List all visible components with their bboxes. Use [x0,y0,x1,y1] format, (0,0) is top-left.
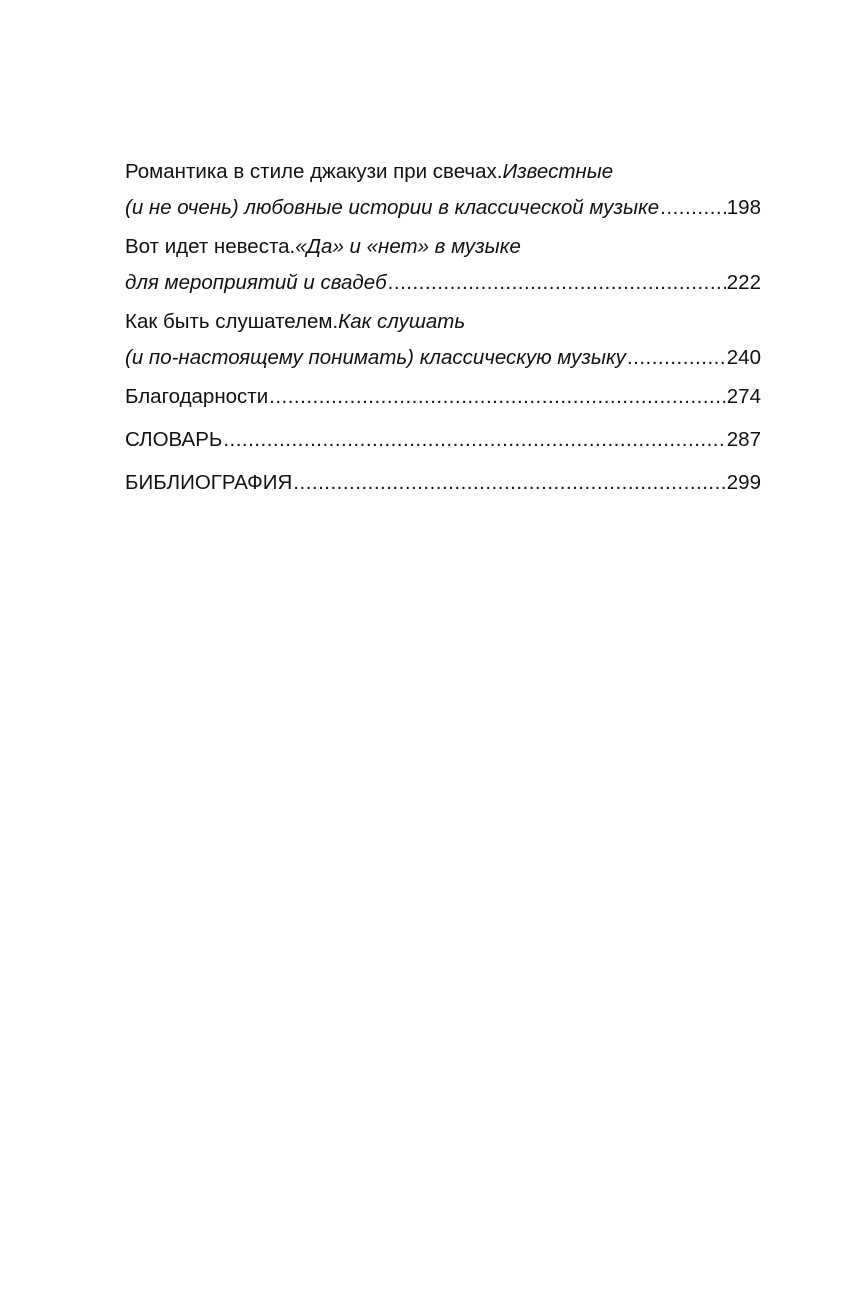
toc-entry-subtitle-continued: (и не очень) любовные истории в классической музыке [125,196,660,219]
toc-entry-line [125,304,761,340]
toc-entry-bibliography[interactable] [125,465,761,501]
toc-entry-listener[interactable] [125,304,761,376]
dot-leader [293,465,725,501]
toc-entry-title: Благодарности [125,385,269,408]
toc-entry-acknowledgements[interactable] [125,379,761,415]
toc-entry-title: СЛОВАРЬ [125,428,223,451]
toc-page-number: 287 [726,428,761,451]
toc-entry-bride[interactable] [125,229,761,301]
table-of-contents [125,154,761,501]
toc-entry-title: Как быть слушателем. [125,310,339,333]
dot-leader [388,265,726,301]
toc-page-number: 299 [726,471,761,494]
toc-page-number: 198 [726,196,761,219]
dot-leader [627,340,726,376]
toc-entry-line [125,379,761,415]
toc-page-number: 240 [726,346,761,369]
toc-entry-romance[interactable] [125,154,761,226]
toc-entry-line [125,422,761,458]
toc-entry-subtitle: Как слушать [338,310,466,333]
toc-entry-subtitle-continued: (и по-настоящему понимать) классическую музыку [125,346,626,369]
toc-entry-subtitle-continued: для мероприятий и свадеб [125,271,387,294]
toc-entry-subtitle: Известные [502,160,614,183]
dot-leader [269,379,726,415]
toc-entry-title: БИБЛИОГРАФИЯ [125,471,293,494]
toc-entry-line [125,340,761,376]
toc-page-number: 274 [726,385,761,408]
dot-leader [223,422,725,458]
toc-page-number: 222 [726,271,761,294]
toc-entry-title: Романтика в стиле джакузи при свечах. [125,160,503,183]
toc-entry-line [125,265,761,301]
toc-entry-line [125,154,761,190]
toc-entry-line [125,229,761,265]
toc-entry-title: Вот идет невеста. [125,235,296,258]
dot-leader [660,190,726,226]
toc-entry-line [125,465,761,501]
toc-entry-line [125,190,761,226]
toc-entry-subtitle: «Да» и «нет» в музыке [295,235,521,258]
toc-entry-glossary[interactable] [125,422,761,458]
